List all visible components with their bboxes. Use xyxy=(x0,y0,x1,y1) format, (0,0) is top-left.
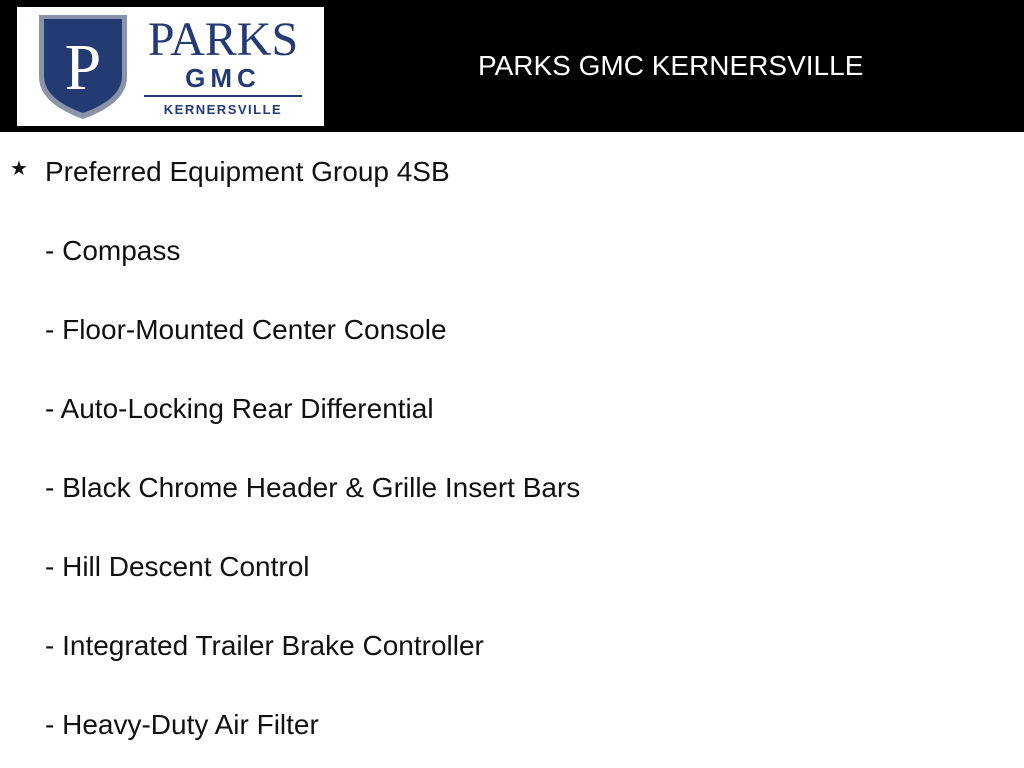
equipment-list xyxy=(0,132,1024,768)
list-item: - Auto-Locking Rear Differential xyxy=(45,393,434,424)
page-title: PARKS GMC KERNERSVILLE xyxy=(478,50,864,81)
list-item: - Integrated Trailer Brake Controller xyxy=(45,630,484,661)
list-item: - Floor-Mounted Center Console xyxy=(45,314,447,345)
list-item: - Compass xyxy=(45,235,181,266)
star-icon: ★ xyxy=(10,158,28,180)
svg-text:PARKS: PARKS xyxy=(147,13,299,66)
header-bar xyxy=(0,0,1024,132)
parks-gmc-logo-graphic xyxy=(17,7,324,126)
dealer-logo xyxy=(17,7,324,126)
list-item: - Hill Descent Control xyxy=(45,551,310,582)
svg-text:P: P xyxy=(64,31,102,104)
group-title: Preferred Equipment Group 4SB xyxy=(45,156,450,187)
svg-text:GMC: GMC xyxy=(185,63,261,93)
list-item: - Heavy-Duty Air Filter xyxy=(45,709,319,740)
svg-text:KERNERSVILLE: KERNERSVILLE xyxy=(163,102,283,117)
list-item: - Black Chrome Header & Grille Insert Bars xyxy=(45,472,581,503)
